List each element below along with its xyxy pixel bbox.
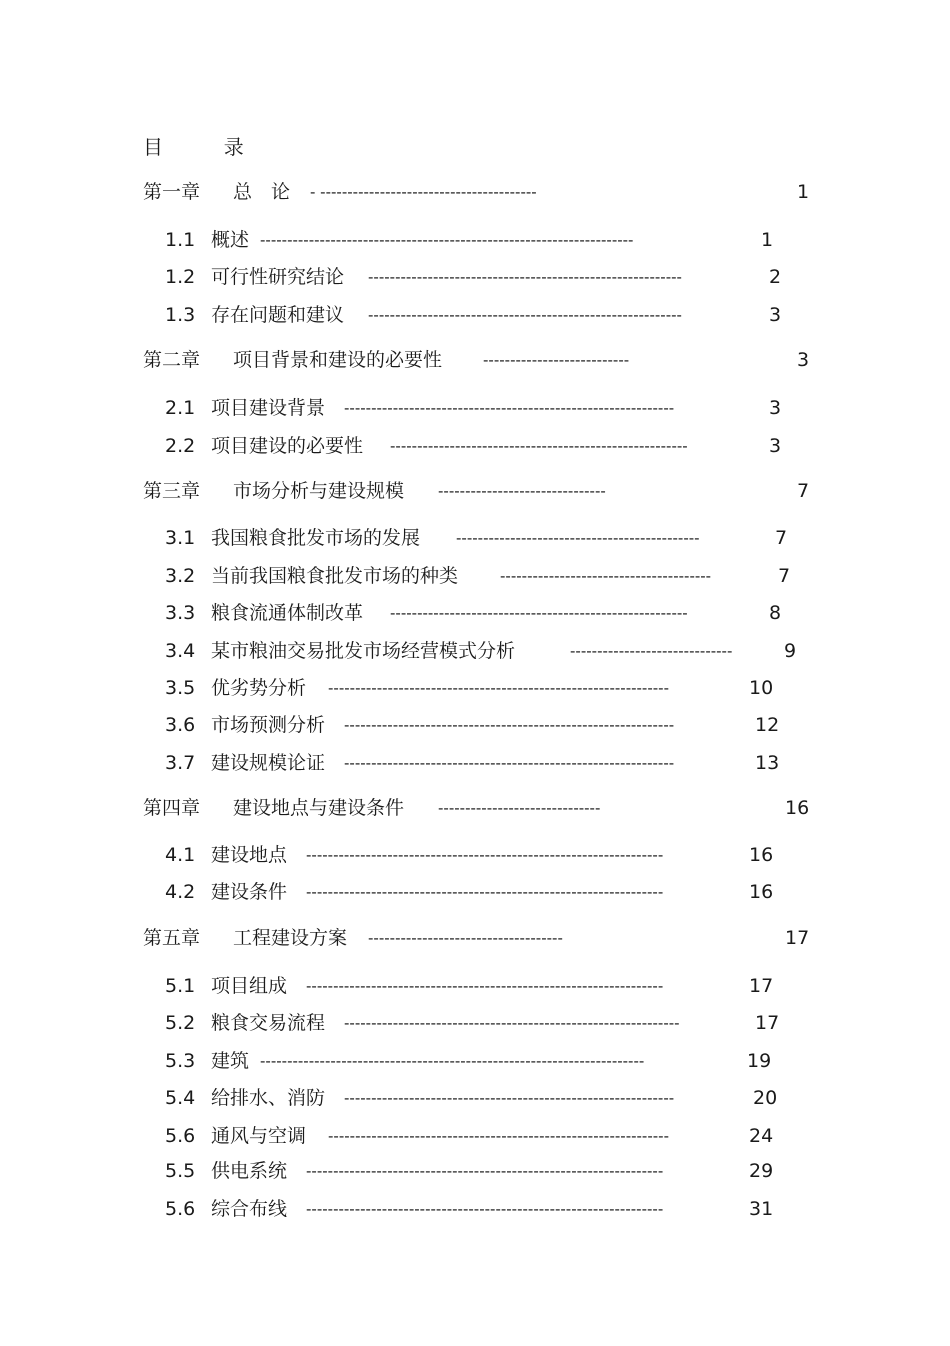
dot-leader: --------------------------------------- [500,567,712,585]
section-name: 建设规模论证 [211,752,326,774]
section-number: 3.1 [165,527,196,549]
page-number: 9 [784,640,797,662]
section-name: 我国粮食批发市场的发展 [211,527,421,549]
section-number: 3.7 [165,752,196,774]
section-number: 1.3 [165,304,196,326]
page-number: 13 [755,752,780,774]
dot-leader: ------------------------------------------------------------- [344,754,675,772]
page-number: 16 [749,844,774,866]
page-number: 2 [769,266,782,288]
page-number: 3 [769,304,782,326]
section-number: 5.2 [165,1012,196,1034]
chapter-name: 总 论 [233,181,291,203]
section-name: 优劣势分析 [211,677,307,699]
section-name: 粮食流通体制改革 [211,602,364,624]
toc-title [143,131,244,160]
section-number: 2.1 [165,397,196,419]
dot-leader: - ---------------------------------------- [310,183,537,201]
section-name: 市场预测分析 [211,714,326,736]
dot-leader: --------------------------------------------------------------- [328,1127,669,1145]
page-number: 10 [749,677,774,699]
section-number: 4.2 [165,881,196,903]
section-number: 1.2 [165,266,196,288]
section-name: 建筑 [211,1050,250,1072]
section-name: 项目组成 [211,975,288,997]
chapter-name: 市场分析与建设规模 [233,480,405,502]
chapter-number: 第四章 [143,797,201,819]
section-number: 3.5 [165,677,196,699]
section-number: 5.4 [165,1087,196,1109]
dot-leader: ------------------------------------------------------- [390,604,688,622]
dot-leader: --------------------------------------------- [456,529,700,547]
section-number: 5.6 [165,1125,196,1147]
dot-leader: ------------------------------------------------------------------ [306,1162,664,1180]
dot-leader: --------------------------------------------------------------- [328,679,669,697]
dot-leader: ------------------------------------------------------------------ [306,1200,664,1218]
section-number: 3.6 [165,714,196,736]
section-number: 5.5 [165,1160,196,1182]
page-number: 12 [755,714,780,736]
dot-leader: ------------------------------------------------------------- [344,716,675,734]
section-number: 5.6 [165,1198,196,1220]
chapter-number: 第五章 [143,927,201,949]
page-number: 3 [769,397,782,419]
section-number: 2.2 [165,435,196,457]
page-number: 31 [749,1198,774,1220]
page-number: 20 [753,1087,778,1109]
dot-leader: ----------------------------------------------------------------------- [260,1052,645,1070]
page-number: 3 [769,435,782,457]
chapter-name: 工程建设方案 [233,927,348,949]
section-name: 项目建设背景 [211,397,326,419]
toc-title-right: 录 [223,135,244,159]
dot-leader: ------------------------------ [570,642,733,660]
dot-leader: ------------------------------- [438,482,606,500]
section-name: 供电系统 [211,1160,288,1182]
chapter-name: 项目背景和建设的必要性 [233,349,443,371]
dot-leader: --------------------------- [483,351,630,369]
section-number: 3.2 [165,565,196,587]
page-number: 19 [747,1050,772,1072]
dot-leader: ------------------------------ [438,799,601,817]
page-number: 16 [749,881,774,903]
section-number: 3.4 [165,640,196,662]
page-number: 7 [797,480,810,502]
dot-leader: --------------------------------------------------------------------- [260,231,634,249]
page-number: 17 [749,975,774,997]
dot-leader: ------------------------------------------------------------- [344,399,675,417]
dot-leader: ------------------------------------------------------------------ [306,977,664,995]
toc-title-left: 目 [143,135,163,159]
section-name: 存在问题和建议 [211,304,345,326]
dot-leader: ---------------------------------------------------------- [368,268,682,286]
section-name: 当前我国粮食批发市场的种类 [211,565,459,587]
section-name: 粮食交易流程 [211,1012,326,1034]
chapter-number: 第三章 [143,480,201,502]
section-name: 建设条件 [211,881,288,903]
chapter-number: 第一章 [143,181,201,203]
dot-leader: ------------------------------------------------------- [390,437,688,455]
section-number: 3.3 [165,602,196,624]
section-number: 5.3 [165,1050,196,1072]
page-number: 7 [775,527,788,549]
dot-leader: ------------------------------------ [368,929,563,947]
page-number: 29 [749,1160,774,1182]
section-name: 概述 [211,229,250,251]
page-number: 16 [785,797,810,819]
section-name: 建设地点 [211,844,288,866]
page-number: 3 [797,349,810,371]
section-number: 5.1 [165,975,196,997]
section-name: 某市粮油交易批发市场经营模式分析 [211,640,516,662]
section-name: 给排水、消防 [211,1087,326,1109]
section-name: 综合布线 [211,1198,288,1220]
page-number: 7 [778,565,791,587]
section-number: 4.1 [165,844,196,866]
dot-leader: ------------------------------------------------------------------ [306,846,664,864]
dot-leader: -------------------------------------------------------------- [344,1014,680,1032]
dot-leader: ------------------------------------------------------------- [344,1089,675,1107]
page-number: 17 [785,927,810,949]
page-number: 8 [769,602,782,624]
section-name: 项目建设的必要性 [211,435,364,457]
chapter-name: 建设地点与建设条件 [233,797,405,819]
section-name: 可行性研究结论 [211,266,345,288]
section-number: 1.1 [165,229,196,251]
dot-leader: ---------------------------------------------------------- [368,306,682,324]
page-number: 1 [761,229,774,251]
page-number: 17 [755,1012,780,1034]
section-name: 通风与空调 [211,1125,307,1147]
dot-leader: ------------------------------------------------------------------ [306,883,664,901]
chapter-number: 第二章 [143,349,201,371]
page-number: 1 [797,181,810,203]
page-number: 24 [749,1125,774,1147]
